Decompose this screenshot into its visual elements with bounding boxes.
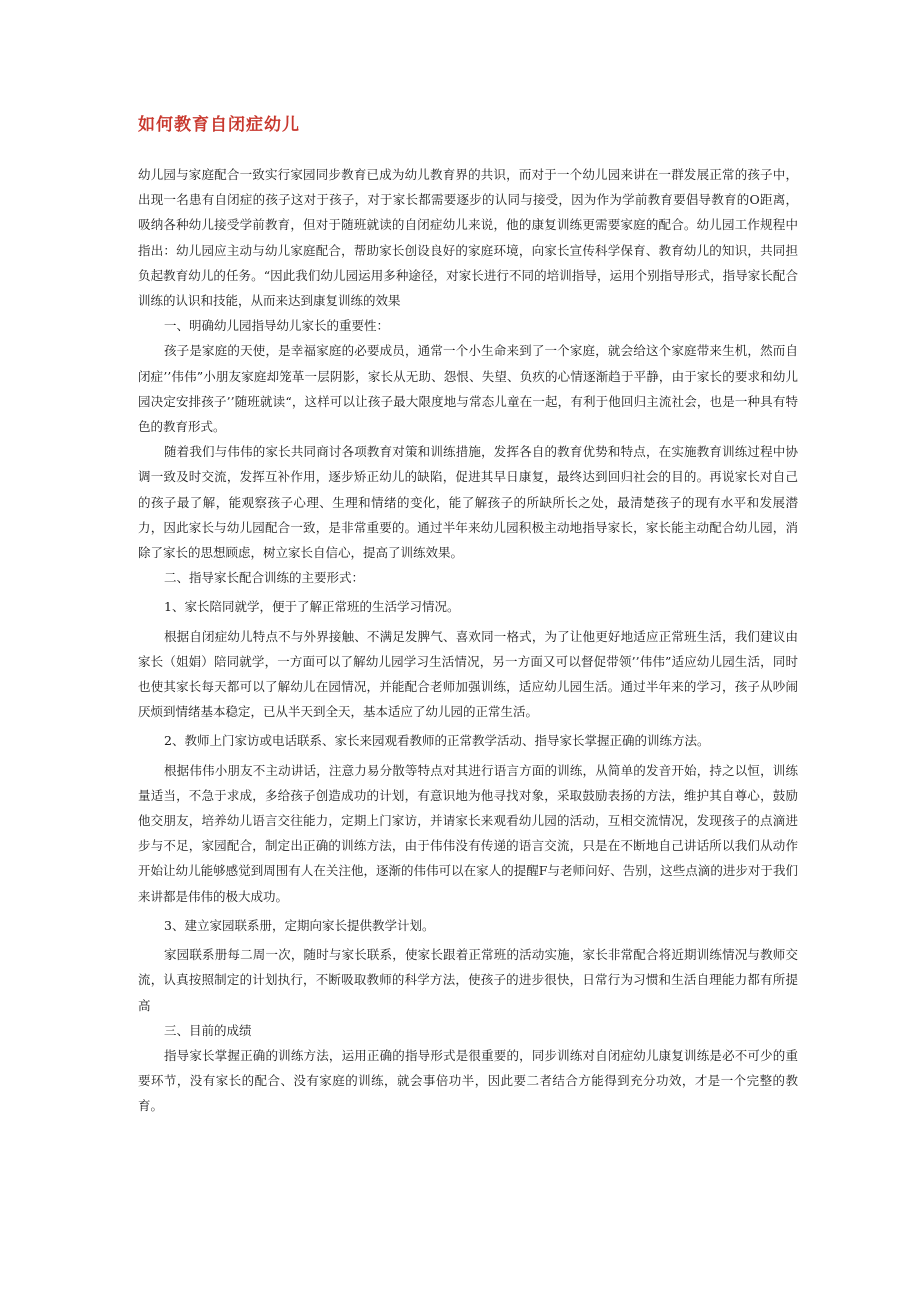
section-heading-1: 一、明确幼儿园指导幼儿家长的重要性：	[164, 318, 390, 334]
paragraph: 根据自闭症幼儿特点不与外界接触、不满足发脾气、喜欢同一格式，为了让他更好地适应正常班生活，我们建议由家长（姐娟）陪同就学，一方面可以了解幼儿园学习生活情况，另一方面又可以督促带领’’伟伟”适应幼儿园生活，同时也使其家长每天都可以了解幼儿在园情况，并能配合老师加强训练，适应幼儿园生活。通过半年来的学习，孩子从吵闹厌烦到情绪基本稳定，已从半天到全天，基本适应了幼儿园的正常生活。	[138, 628, 798, 720]
paragraph: 家园联系册每二周一次，随时与家长联系，使家长跟着正常班的活动实施，家长非常配合将近期训练情况与教师交流，认真按照制定的计划执行，不断吸取教师的科学方法，使孩子的进步很快，日常行为习惯和生活自理能力都有所提高	[138, 947, 798, 1013]
section-heading-3: 三、目前的成绩	[164, 1022, 252, 1038]
subheading-2: 2、教师上门家访或电话联系、家长来园观看教师的正常教学活动、指导家长掌握正确的训练方法。	[164, 733, 710, 749]
document-title: 如何教育自闭症幼儿	[138, 115, 300, 135]
paragraph: 随着我们与伟伟的家长共同商讨各项教育对策和训练措施，发挥各自的教育优势和特点，在实施教育训练过程中协调一致及时交流，发挥互补作用，逐步矫正幼儿的缺陷，促进其早日康复，最终达到回归社会的目的。再说家长对自己的孩子最了解，能观察孩子心理、生理和情绪的变化，能了解孩子的所缺所长之处，最清楚孩子的现有水平和发展潜力，因此家长与幼儿园配合一致，是非常重要的。通过半年来幼儿园积极主动地指导家长，家长能主动配合幼儿园，消除了家长的思想顾虑，树立家长自信心，提高了训练效果。	[138, 444, 798, 561]
paragraph: 根据伟伟小朋友不主动讲话，注意力易分散等特点对其进行语言方面的训练，从简单的发音开始，持之以恒，训练量适当，不急于求成，多给孩子创造成功的计划，有意识地为他寻找对象，采取鼓励表扬的方法，维护其自尊心，鼓励他交朋友，培养幼儿语言交往能力，定期上门家访，并请家长来观看幼儿园的活动，互相交流情况，发现孩子的点滴进步与不足，家园配合，制定出正确的训练方法，由于伟伟没有传递的语言交流，只是在不断地自己讲话所以我们从动作开始让幼儿能够感觉到周围有人在关注他，逐渐的伟伟可以在家人的提醒F与老师问好、告别，这些点滴的进步对于我们来讲都是伟伟的极大成功。	[138, 762, 798, 904]
subheading-3: 3、建立家园联系册，定期向家长提供教学计划。	[164, 917, 435, 933]
paragraph: 孩子是家庭的天使，是幸福家庭的必要成员，通常一个小生命来到了一个家庭，就会给这个家庭带来生机，然而自闭症’’伟伟”小朋友家庭却笼革一层阴影，家长从无助、怨恨、失望、负疚的心情逐渐趋于平静，由于家长的要求和幼儿园决定安排孩子’’随班就读“，这样可以让孩子最大限度地与常态儿童在一起，有利于他回归主流社会，也是一种具有特色的教育形式。	[138, 343, 798, 435]
paragraph-intro: 幼儿园与家庭配合一致实行家园同步教育已成为幼儿教育界的共识，而对于一个幼儿园来讲在一群发展正常的孩子中，出现一名患有自闭症的孩子这对于孩子，对于家长都需要逐步的认同与接受，因为作为学前教育要倡导教育的O距离，吸纳各种幼儿接受学前教育，但对于随班就读的自闭症幼儿来说，他的康复训练更需要家庭的配合。幼儿园工作规程中指出：幼儿园应主动与幼儿家庭配合，帮助家长创设良好的家庭环境，向家长宣传科学保育、教育幼儿的知识，共同担负起教育幼儿的任务。“因此我们幼儿园运用多种途径，对家长进行不同的培训指导，运用个别指导形式，指导家长配合训练的认识和技能，从而来达到康复训练的效果	[138, 167, 798, 309]
document-body	[138, 112, 798, 1119]
paragraph: 指导家长掌握正确的训练方法，运用正确的指导形式是很重要的，同步训练对自闭症幼儿康复训练是必不可少的重要环节，没有家长的配合、没有家庭的训练，就会事倍功半，因此要二者结合方能得到充分功效，才是一个完整的教育。	[138, 1047, 798, 1114]
subheading-1: 1、家长陪同就学，便于了解正常班的生活学习情况。	[164, 599, 460, 615]
section-heading-2: 二、指导家长配合训练的主要形式：	[164, 570, 365, 586]
